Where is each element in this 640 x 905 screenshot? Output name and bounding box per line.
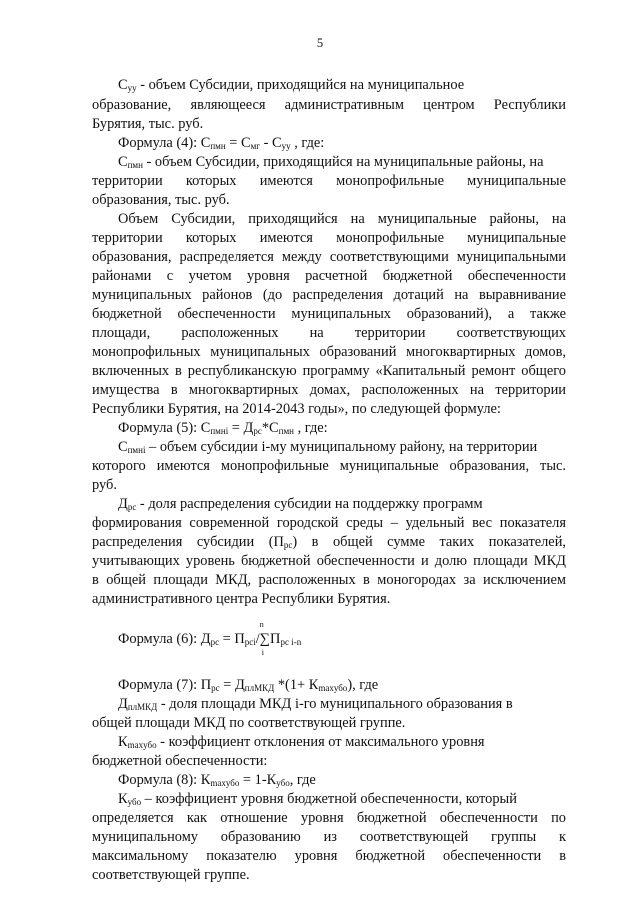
text-line: районами с учетом уровня расчетной бюджетной обеспеченности (92, 268, 566, 284)
formula-5: Формула (5): $С_{пмнi} = Д_{рс}*С_{пмн}$ , где: (118, 420, 328, 436)
text-line: Объем Субсидии, приходящийся на муниципальные районы, на (118, 211, 566, 227)
formula-6: Формула (6): $Д_{рс} = П_{рсi}$ n /∑П i $_{рс i-n}$ (118, 620, 302, 657)
text-line: бюджетной обеспеченности: (92, 753, 268, 769)
text-line: руб. (92, 477, 117, 493)
text-line: учитывающих уровень бюджетной обеспеченности и долю площади МКД (92, 553, 566, 569)
text-line: образования, тыс. руб. (92, 192, 230, 208)
text-line: распределения субсидии $(П_{рс})$ в общей сумме таких показателей, (92, 534, 566, 550)
page-number: 5 (316, 36, 324, 50)
text-line: которого имеются монопрофильные муниципальные образования, тыс. (92, 458, 566, 474)
text-line: определяется как отношение уровня бюджетной обеспеченности по (92, 810, 566, 826)
text-line: $К_{maxубо}$ - коэффициент отклонения от максимального уровня (118, 734, 485, 750)
text-line: $С_{пмнi}$ – объем субсидии i-му муниципальному району, на территории (118, 439, 538, 455)
text-line: Бурятия, тыс. руб. (92, 116, 204, 132)
text-line: $Д_{плМКД}$ - доля площади МКД i-го муниципального образования в (118, 696, 513, 712)
text-line: муниципальному образованию из соответствующей группы к (92, 829, 566, 845)
text-line: $С_{уу}$ - объем Субсидии, приходящийся на муниципальное (118, 77, 465, 93)
text-line: муниципальных районов (до распределения дотаций на выравнивание (92, 287, 566, 303)
text-line: образования, распределяется между соответствующими муниципальными (92, 249, 566, 265)
formula-4: Формула (4): $С_{пмн} = С_{мг} - С_{уу}$ , где: (118, 135, 325, 151)
text-line: образование, являющееся административным центром Республики (92, 97, 566, 113)
formula-7: Формула (7): $П_{рс} = Д_{плМКД}$ $*(1+ К_{maxубо})$, где (118, 677, 379, 693)
text-line: Республики Бурятия, на 2014-2043 годы», по следующей формуле: (92, 401, 501, 417)
text-line: $К_{убо}$ – коэффициент уровня бюджетной обеспеченности, который (118, 791, 517, 807)
text-line: включенных в республиканскую программу «Капитальный ремонт общего (92, 363, 566, 379)
text-line: формирования современной городской среды – удельный вес показателя (92, 515, 566, 531)
text-line: бюджетной обеспеченности муниципальных образований), а также (92, 306, 566, 322)
text-line: территории которых имеются монопрофильные муниципальные (92, 173, 566, 189)
text-line: общей площади МКД по соответствующей группе. (92, 715, 406, 731)
text-line: монопрофильных муниципальных образований многоквартирных домов, (92, 344, 566, 360)
text-line: имущества в многоквартирных домах, расположенных на территории (92, 382, 566, 398)
formula-8: Формула (8): $К_{maxубо} = 1-К_{убо}$, где (118, 772, 316, 788)
text-line: $Д_{рс}$ - доля распределения субсидии на поддержку программ (118, 496, 483, 512)
text-line: максимальному показателю уровня бюджетной обеспеченности в (92, 848, 566, 864)
text-line: административного центра Республики Бурятия. (92, 591, 391, 607)
text-line: территории которых имеются монопрофильные муниципальные (92, 230, 566, 246)
text-line: площади, расположенных на территории соответствующих (92, 325, 566, 341)
text-line: соответствующей группе. (92, 867, 250, 883)
text-line: $С_{пмн}$ - объем Субсидии, приходящийся на муниципальные районы, на (118, 154, 544, 170)
text-line: в общей площади МКД, расположенных в моногородах за исключением (92, 572, 566, 588)
